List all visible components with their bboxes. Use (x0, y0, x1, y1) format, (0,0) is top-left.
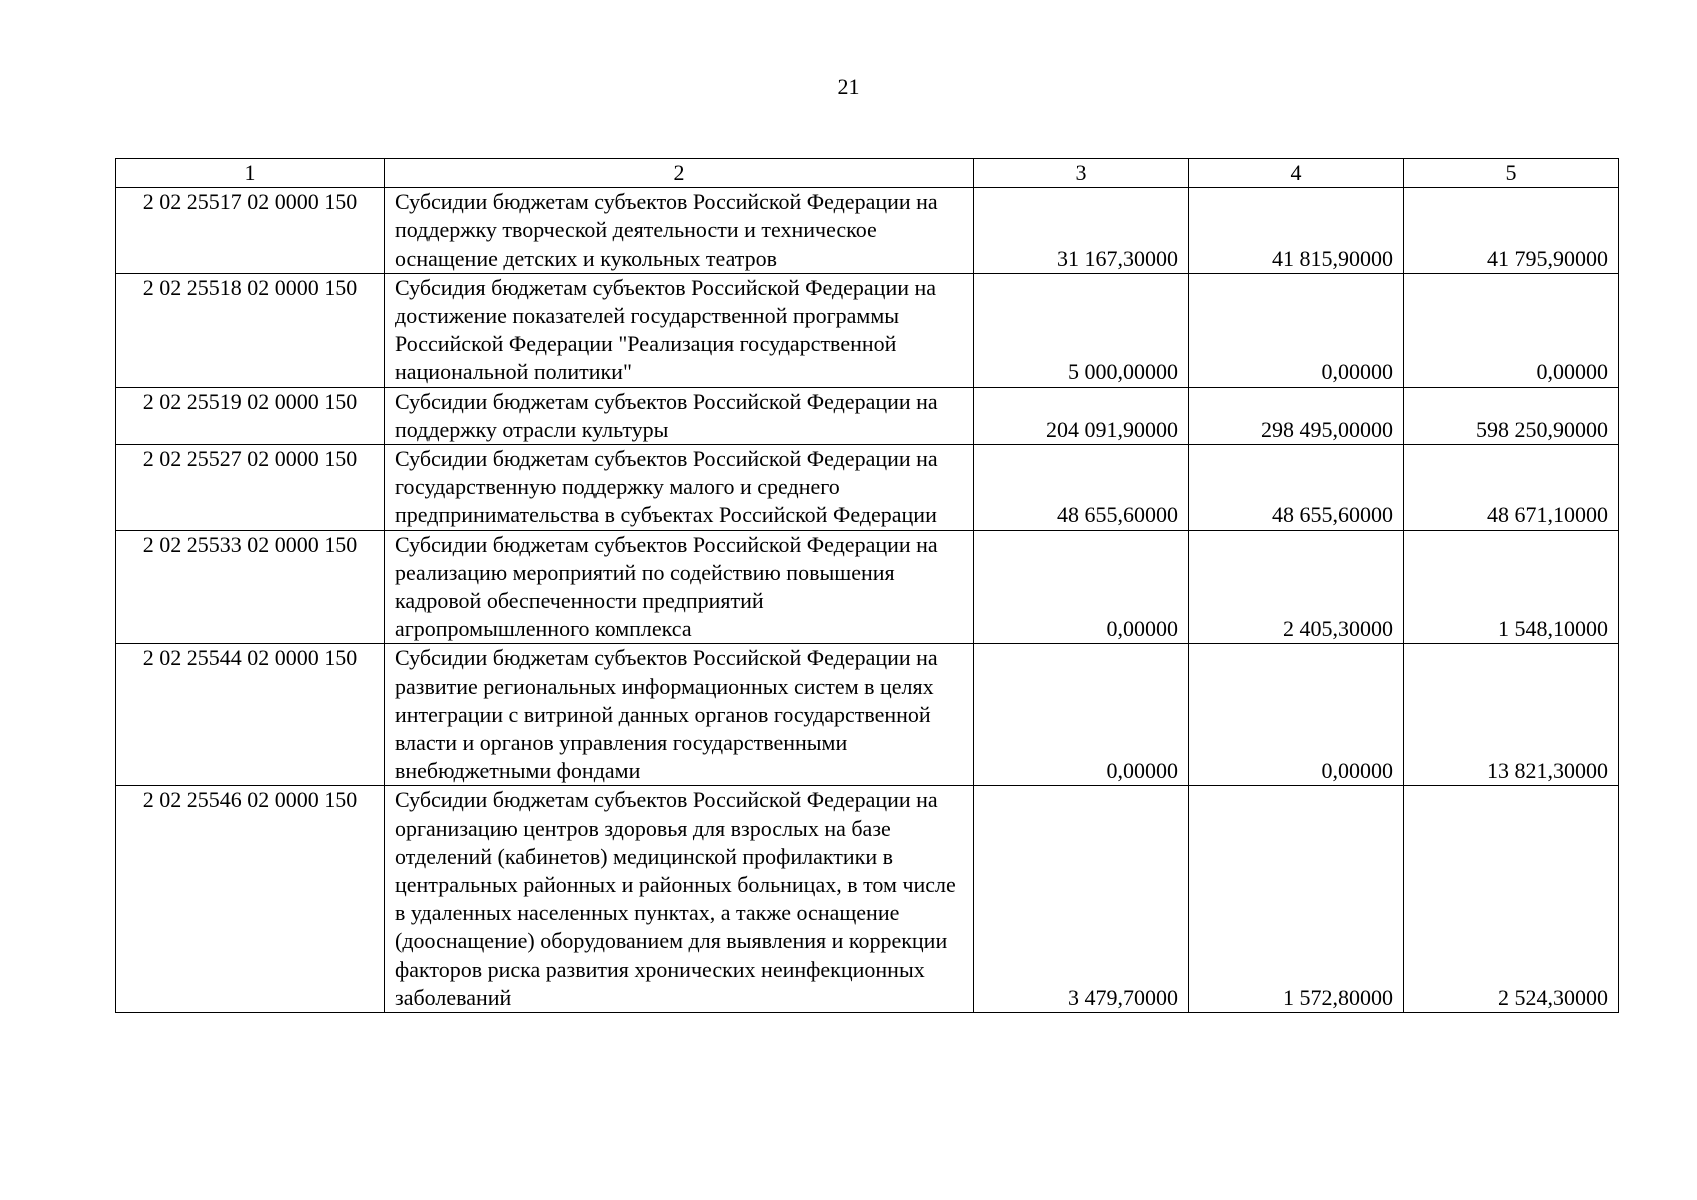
row-description: Субсидия бюджетам субъектов Российской Федерации на достижение показателей государственной программы Российской Федерации "Реализация государственной национальной политики" (385, 273, 974, 387)
row-value-col4: 48 655,60000 (1189, 445, 1404, 531)
header-col-2: 2 (385, 159, 974, 188)
table-row (116, 188, 1619, 274)
table-header (116, 159, 1619, 188)
header-col-4: 4 (1189, 159, 1404, 188)
header-row (116, 159, 1619, 188)
table-row (116, 530, 1619, 644)
table-row (116, 786, 1619, 1013)
row-code: 2 02 25517 02 0000 150 (116, 188, 385, 274)
row-value-col5: 41 795,90000 (1404, 188, 1619, 274)
header-col-1: 1 (116, 159, 385, 188)
row-value-col3: 48 655,60000 (974, 445, 1189, 531)
row-code: 2 02 25518 02 0000 150 (116, 273, 385, 387)
row-value-col4: 298 495,00000 (1189, 387, 1404, 444)
row-code: 2 02 25527 02 0000 150 (116, 445, 385, 531)
row-value-col4: 2 405,30000 (1189, 530, 1404, 644)
row-value-col3: 31 167,30000 (974, 188, 1189, 274)
table-row (116, 387, 1619, 444)
header-col-5: 5 (1404, 159, 1619, 188)
row-value-col4: 0,00000 (1189, 644, 1404, 786)
table-body (116, 188, 1619, 1013)
row-value-col3: 204 091,90000 (974, 387, 1189, 444)
row-value-col5: 0,00000 (1404, 273, 1619, 387)
row-code: 2 02 25533 02 0000 150 (116, 530, 385, 644)
row-value-col5: 2 524,30000 (1404, 786, 1619, 1013)
row-value-col4: 41 815,90000 (1189, 188, 1404, 274)
table-row (116, 273, 1619, 387)
row-description: Субсидии бюджетам субъектов Российской Федерации на поддержку отрасли культуры (385, 387, 974, 444)
page-number: 21 (837, 74, 860, 99)
header-col-3: 3 (974, 159, 1189, 188)
budget-table (115, 158, 1619, 1013)
row-value-col3: 5 000,00000 (974, 273, 1189, 387)
row-description: Субсидии бюджетам субъектов Российской Федерации на реализацию мероприятий по содействию повышения кадровой обеспеченности предприятий агропромышленного комплекса (385, 530, 974, 644)
row-value-col5: 598 250,90000 (1404, 387, 1619, 444)
row-value-col5: 13 821,30000 (1404, 644, 1619, 786)
row-value-col3: 0,00000 (974, 530, 1189, 644)
row-code: 2 02 25546 02 0000 150 (116, 786, 385, 1013)
row-description: Субсидии бюджетам субъектов Российской Федерации на организацию центров здоровья для взрослых на базе отделений (кабинетов) медицинской профилактики в центральных районных и районных больницах, в том числе в удаленных населенных пунктах, а также оснащение (дооснащение) оборудованием для выявления и коррекции факторов риска развития хронических неинфекционных заболеваний (385, 786, 974, 1013)
row-description: Субсидии бюджетам субъектов Российской Федерации на развитие региональных информационных систем в целях интеграции с витриной данных органов государственной власти и органов управления государственными внебюджетными фондами (385, 644, 974, 786)
row-value-col3: 0,00000 (974, 644, 1189, 786)
table-row (116, 445, 1619, 531)
row-code: 2 02 25519 02 0000 150 (116, 387, 385, 444)
row-value-col3: 3 479,70000 (974, 786, 1189, 1013)
row-value-col5: 1 548,10000 (1404, 530, 1619, 644)
row-value-col4: 1 572,80000 (1189, 786, 1404, 1013)
row-code: 2 02 25544 02 0000 150 (116, 644, 385, 786)
row-value-col4: 0,00000 (1189, 273, 1404, 387)
row-value-col5: 48 671,10000 (1404, 445, 1619, 531)
row-description: Субсидии бюджетам субъектов Российской Федерации на государственную поддержку малого и среднего предпринимательства в субъектах Российской Федерации (385, 445, 974, 531)
row-description: Субсидии бюджетам субъектов Российской Федерации на поддержку творческой деятельности и техническое оснащение детских и кукольных театров (385, 188, 974, 274)
table-row (116, 644, 1619, 786)
